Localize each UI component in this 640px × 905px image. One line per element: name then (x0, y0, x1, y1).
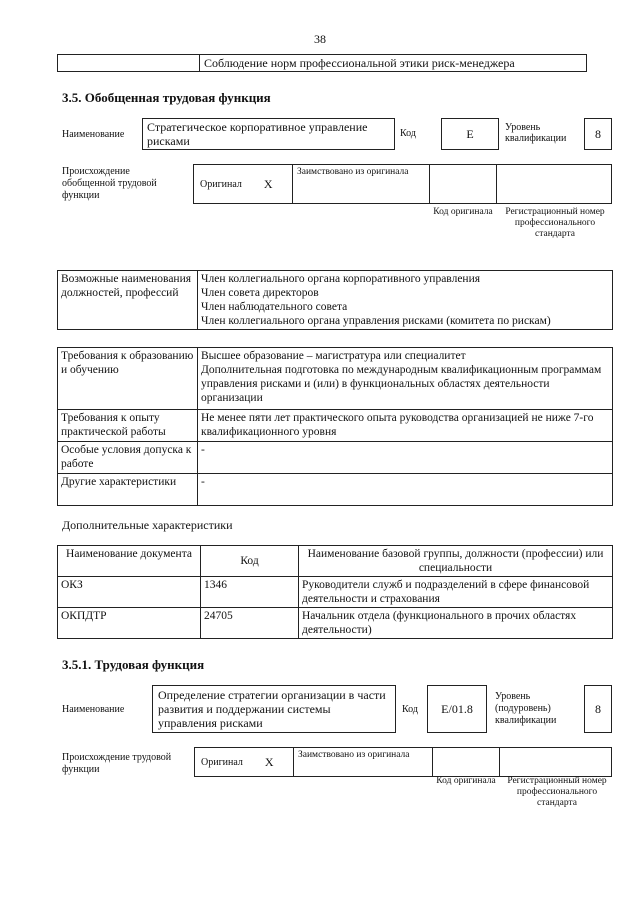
requirement-label-cell (58, 348, 198, 410)
position-item: Член коллегиального органа управления рисками (комитета по рискам) (201, 315, 551, 327)
column-header (299, 546, 613, 577)
gtf-reg-number-caption: Регистрационный номер профессионального стандарта (505, 207, 605, 239)
gtf-name-box (142, 118, 395, 150)
top-row-text: Соблюдение норм профессиональной этики риск-менеджера (204, 56, 515, 70)
tf-code-value: E/01.8 (441, 701, 473, 716)
table-row (58, 577, 613, 608)
table-cell (299, 608, 613, 639)
gtf-name-label: Наименование (62, 129, 125, 140)
requirement-label-cell (58, 410, 198, 442)
column-header (201, 546, 299, 577)
gtf-heading: 3.5. Обобщенная трудовая функция (62, 90, 271, 105)
table-cell (58, 577, 201, 608)
gtf-original-box (193, 164, 293, 204)
requirement-value-cell (198, 348, 613, 410)
gtf-origin-label: Происхождение обобщенной трудовой функции (62, 166, 157, 201)
additional-heading: Дополнительные характеристики (62, 518, 233, 532)
tf-name-label: Наименование (62, 704, 125, 715)
requirement-line: - (201, 444, 205, 456)
tf-code-label: Код (402, 704, 418, 715)
requirements-table (57, 347, 613, 506)
tf-level-value: 8 (595, 701, 601, 716)
cell-text: 24705 (204, 610, 233, 622)
tf-original-label: Оригинал (201, 756, 243, 768)
gtf-original-mark: X (263, 176, 273, 191)
top-row-empty-cell (57, 54, 200, 72)
gtf-code-original-caption: Код оригинала (433, 207, 493, 217)
tf-borrowed-box (293, 747, 433, 777)
gtf-reg-number-box (496, 164, 612, 204)
cell-text: Начальник отдела (функционального в прочих областях деятельности) (302, 610, 577, 636)
tf-name-box (152, 685, 396, 733)
table-row (58, 608, 613, 639)
table-cell (58, 608, 201, 639)
requirement-line: Высшее образование – магистратура или специалитет (201, 350, 466, 362)
tf-original-mark: X (264, 754, 274, 769)
requirement-line: Не менее пяти лет практического опыта руководства организацией не ниже 7-го квалификационного уровня (201, 412, 594, 438)
gtf-code-value: E (466, 126, 474, 141)
positions-label-cell (58, 271, 198, 330)
requirement-row (58, 442, 613, 474)
gtf-borrowed-box (292, 164, 430, 204)
requirement-row (58, 410, 613, 442)
requirement-line: - (201, 476, 205, 488)
cell-text: Руководители служб и подразделений в сфере финансовой деятельности и страхования (302, 579, 590, 605)
column-header-text: Код (240, 555, 259, 567)
tf-origin-label: Происхождение трудовой функции (62, 752, 172, 775)
column-header-text: Наименование базовой группы, должности (профессии) или специальности (307, 548, 604, 574)
gtf-name-value: Стратегическое корпоративное управление рисками (147, 120, 368, 148)
requirement-line: Дополнительная подготовка по международным квалификационным программам управления рисками и (или) в функциональных областях деятельности организации (201, 364, 602, 404)
requirement-value-cell (198, 442, 613, 474)
additional-table (57, 545, 613, 639)
table-cell (201, 608, 299, 639)
gtf-original-label: Оригинал (200, 178, 242, 190)
column-header-text: Наименование документа (66, 548, 192, 560)
gtf-code-label: Код (400, 128, 416, 139)
tf-code-box (427, 685, 487, 733)
tf-reg-number-box (499, 747, 612, 777)
requirement-row (58, 474, 613, 506)
tf-name-value: Определение стратегии организации в части развития и поддержании системы управления рисками (158, 688, 386, 730)
position-item: Член совета директоров (201, 287, 319, 299)
positions-label: Возможные наименования должностей, профессий (61, 273, 192, 299)
requirement-row (58, 348, 613, 410)
tf-heading: 3.5.1. Трудовая функция (62, 657, 205, 672)
gtf-level-box (584, 118, 612, 150)
positions-items-cell (198, 271, 613, 330)
tf-borrowed-label: Заимствовано из оригинала (298, 750, 410, 760)
tf-level-label: Уровень (подуровень) квалификации (495, 691, 557, 726)
additional-header-row (58, 546, 613, 577)
column-header (58, 546, 201, 577)
tf-original-box (194, 747, 294, 777)
requirement-label: Другие характеристики (61, 476, 177, 488)
cell-text: 1346 (204, 579, 227, 591)
requirement-value-cell (198, 410, 613, 442)
gtf-borrowed-label: Заимствовано из оригинала (297, 167, 409, 177)
requirement-label: Требования к опыту практической работы (61, 412, 166, 438)
requirement-label: Особые условия допуска к работе (61, 444, 192, 470)
cell-text: ОКПДТР (61, 610, 107, 622)
position-item: Член коллегиального органа корпоративного управления (201, 273, 481, 285)
requirement-value-cell (198, 474, 613, 506)
requirement-label-cell (58, 442, 198, 474)
top-row-cell (199, 54, 587, 72)
gtf-code-box (441, 118, 499, 150)
tf-code-original-caption: Код оригинала (436, 776, 496, 786)
positions-table (57, 270, 613, 330)
gtf-level-value: 8 (595, 126, 601, 141)
position-item: Член наблюдательного совета (201, 301, 348, 313)
tf-level-box (584, 685, 612, 733)
cell-text: ОКЗ (61, 579, 83, 591)
requirement-label: Требования к образованию и обучению (61, 350, 194, 376)
page-number: 38 (314, 32, 326, 46)
positions-row (58, 271, 613, 330)
table-cell (299, 577, 613, 608)
tf-reg-number-caption: Регистрационный номер профессионального стандарта (507, 776, 607, 808)
gtf-level-label: Уровень квалификации (505, 122, 567, 144)
table-cell (201, 577, 299, 608)
gtf-code-original-box (429, 164, 497, 204)
tf-code-original-box (432, 747, 500, 777)
requirement-label-cell (58, 474, 198, 506)
